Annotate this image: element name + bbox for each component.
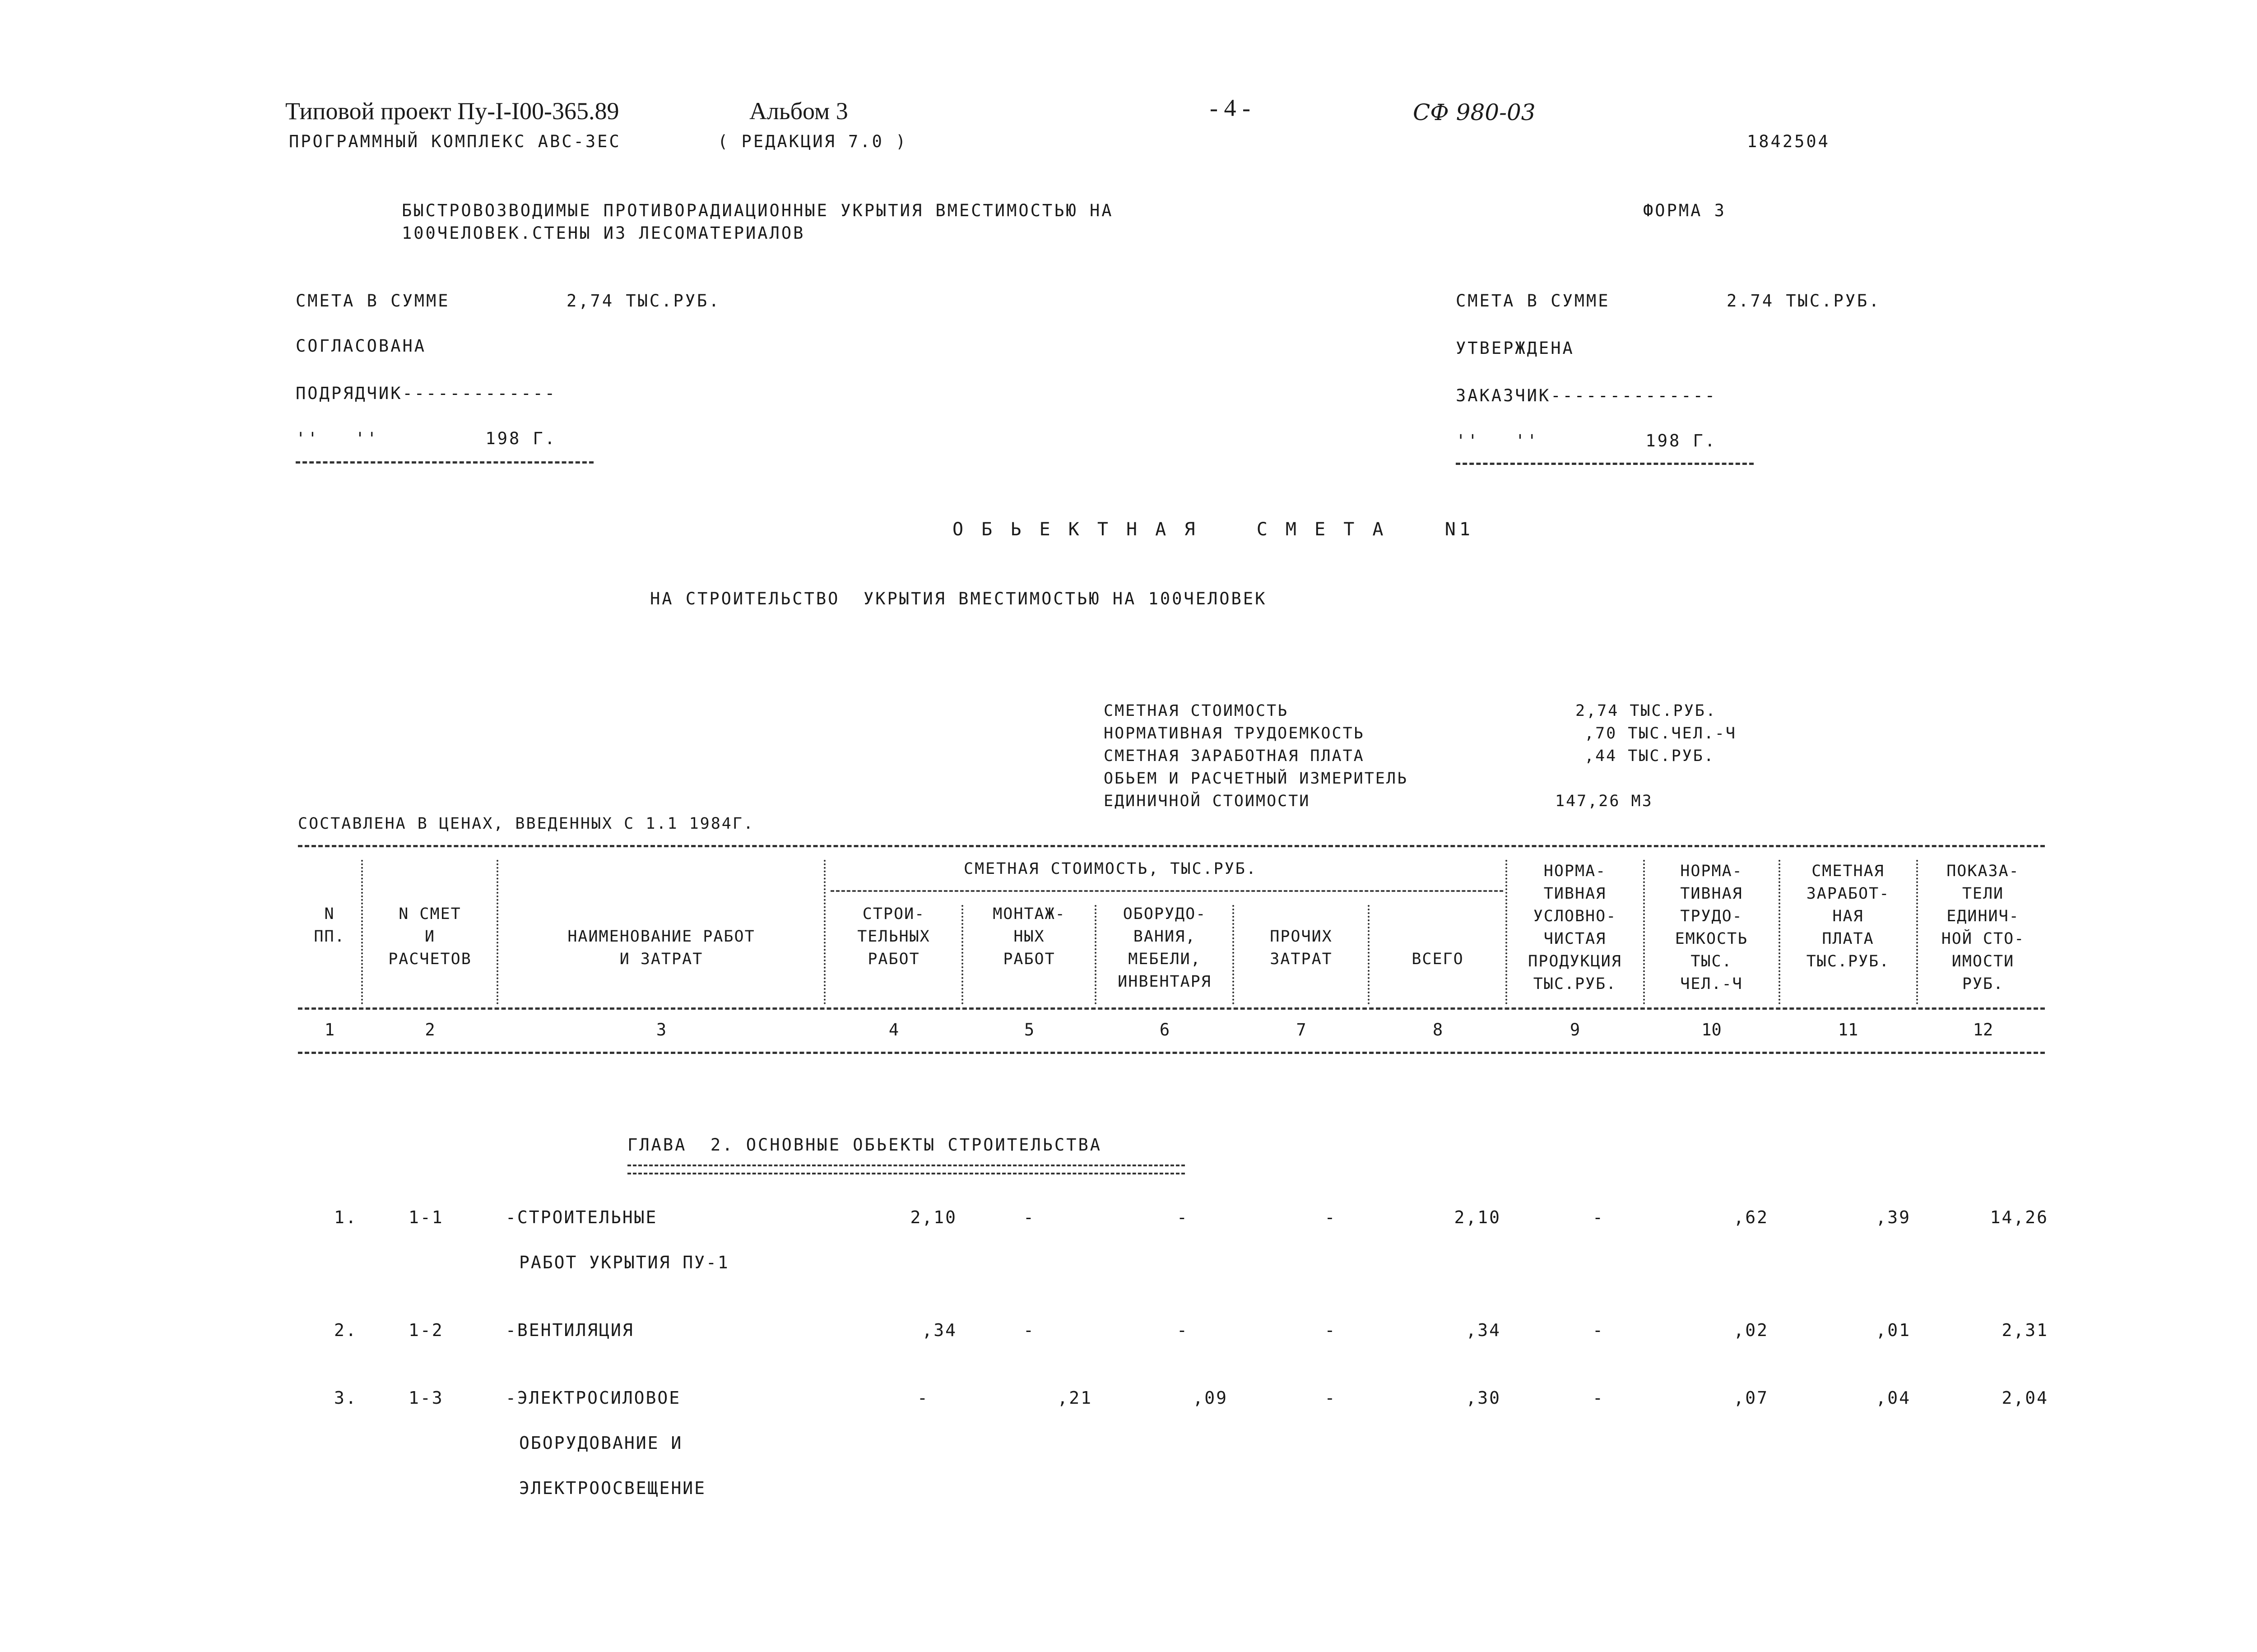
- labor-intensity: ,02: [1733, 1320, 1769, 1340]
- unit-cost-indicator: 14,26: [1990, 1207, 2048, 1227]
- summary-label: НОРМАТИВНАЯ ТРУДОЕМКОСТЬ: [1104, 724, 1365, 742]
- right-status: УТВЕРЖДЕНА: [1456, 339, 1574, 358]
- column-separator: [1232, 905, 1234, 1004]
- form-label: ФОРМА 3: [1643, 201, 1726, 220]
- right-party: ЗАКАЗЧИК--------------: [1456, 386, 1717, 405]
- wages: ,04: [1876, 1388, 1911, 1408]
- other-cost: -: [1324, 1388, 1337, 1408]
- header-bottom-rule: [298, 1007, 2045, 1010]
- column-number: 4: [888, 1020, 899, 1039]
- column-separator: [497, 860, 498, 1004]
- column-header: НАИМЕНОВАНИЕ РАБОТ И ЗАТРАТ: [567, 928, 755, 968]
- software-name: ПРОГРАММНЫЙ КОМПЛЕКС АВС-3ЕС: [289, 132, 621, 151]
- column-header: НОРМА- ТИВНАЯ ТРУДО- ЕМКОСТЬ ТЫС. ЧЕЛ.-Ч: [1675, 862, 1748, 993]
- column-header: МОНТАЖ- НЫХ РАБОТ: [993, 905, 1066, 968]
- construction-cost: -: [917, 1388, 929, 1408]
- installation-cost: ,21: [1057, 1388, 1092, 1408]
- right-date: '' '' 198 Г.: [1456, 431, 1717, 450]
- net-production: -: [1593, 1320, 1604, 1340]
- row-estimate-ref: 1-3: [409, 1388, 444, 1408]
- column-header: НОРМА- ТИВНАЯ УСЛОВНО- ЧИСТАЯ ПРОДУКЦИЯ ТЫС.РУБ.: [1528, 862, 1622, 993]
- summary-value: 2,74 ТЫС.РУБ.: [1575, 702, 1717, 720]
- left-sum-value: 2,74 ТЫС.РУБ.: [567, 291, 721, 311]
- unit-cost-indicator: 2,31: [2002, 1320, 2048, 1340]
- row-name-line: РАБОТ УКРЫТИЯ ПУ-1: [519, 1253, 729, 1272]
- right-signature-line: [1456, 463, 1754, 465]
- column-separator: [1368, 905, 1370, 1004]
- subject-line-2: 100ЧЕЛОВЕК.СТЕНЫ ИЗ ЛЕСОМАТЕРИАЛОВ: [402, 223, 805, 243]
- column-header: СМЕТНАЯ ЗАРАБОТ- НАЯ ПЛАТА ТЫС.РУБ.: [1806, 862, 1890, 970]
- column-header: ПОКАЗА- ТЕЛИ ЕДИНИЧ- НОЙ СТО- ИМОСТИ РУБ.: [1941, 862, 2025, 993]
- cost-group-header: СМЕТНАЯ СТОИМОСТЬ, ТЫС.РУБ.: [964, 860, 1257, 878]
- column-number: 1: [324, 1020, 335, 1039]
- wages: ,01: [1876, 1320, 1911, 1340]
- labor-intensity: ,62: [1733, 1207, 1769, 1227]
- total-cost: ,34: [1466, 1320, 1501, 1340]
- right-sum-value: 2.74 ТЫС.РУБ.: [1727, 291, 1881, 311]
- column-number: 6: [1159, 1020, 1170, 1039]
- column-number: 9: [1570, 1020, 1580, 1039]
- table-top-rule: [298, 845, 2045, 847]
- numbers-bottom-rule: [298, 1052, 2045, 1054]
- left-signature-line: [296, 461, 594, 464]
- column-number: 2: [425, 1020, 435, 1039]
- summary-value: 147,26 М3: [1555, 792, 1653, 810]
- construction-cost: 2,10: [910, 1207, 957, 1227]
- prices-note: СОСТАВЛЕНА В ЦЕНАХ, ВВЕДЕННЫХ С 1.1 1984Г.: [298, 815, 755, 833]
- equipment-cost: -: [1177, 1207, 1189, 1227]
- unit-cost-indicator: 2,04: [2002, 1388, 2048, 1408]
- row-number: 2.: [334, 1320, 358, 1340]
- other-cost: -: [1324, 1320, 1337, 1340]
- summary-value: ,70 ТЫС.ЧЕЛ.-Ч: [1584, 724, 1737, 742]
- summary-label: ОБЬЕМ И РАСЧЕТНЫЙ ИЗМЕРИТЕЛЬ: [1104, 770, 1408, 788]
- other-cost: -: [1324, 1207, 1337, 1227]
- net-production: -: [1593, 1388, 1604, 1408]
- page-number: - 4 -: [1210, 94, 1250, 121]
- left-party: ПОДРЯДЧИК-------------: [296, 384, 557, 403]
- album-label: Альбом 3: [749, 97, 848, 125]
- column-number: 3: [656, 1020, 667, 1039]
- column-header: СТРОИ- ТЕЛЬНЫХ РАБОТ: [857, 905, 930, 968]
- equipment-cost: -: [1177, 1320, 1189, 1340]
- column-number: 10: [1701, 1020, 1722, 1039]
- left-date: '' '' 198 Г.: [296, 429, 557, 448]
- column-number: 11: [1838, 1020, 1858, 1039]
- cost-group-rule: [831, 890, 1503, 892]
- row-name-line: ЭЛЕКТРООСВЕЩЕНИЕ: [519, 1478, 706, 1498]
- subject-line-1: БЫСТРОВОЗВОДИМЫЕ ПРОТИВОРАДИАЦИОННЫЕ УКРЫТИЯ ВМЕСТИМОСТЬЮ НА: [402, 201, 1114, 220]
- column-number: 12: [1973, 1020, 1993, 1039]
- row-name-line: -ЭЛЕКТРОСИЛОВОЕ: [506, 1388, 681, 1408]
- row-number: 1.: [334, 1207, 358, 1227]
- row-number: 3.: [334, 1388, 358, 1408]
- column-header: ВСЕГО: [1412, 950, 1464, 968]
- installation-cost: -: [1023, 1320, 1035, 1340]
- column-number: 7: [1296, 1020, 1306, 1039]
- row-name-line: -СТРОИТЕЛЬНЫЕ: [506, 1207, 658, 1227]
- column-separator: [1095, 905, 1096, 1004]
- summary-label: СМЕТНАЯ СТОИМОСТЬ: [1104, 702, 1289, 720]
- labor-intensity: ,07: [1733, 1388, 1769, 1408]
- column-header: ПРОЧИХ ЗАТРАТ: [1270, 928, 1333, 968]
- row-name-line: ОБОРУДОВАНИЕ И: [519, 1433, 683, 1453]
- equipment-cost: ,09: [1193, 1388, 1228, 1408]
- net-production: -: [1593, 1207, 1604, 1227]
- wages: ,39: [1876, 1207, 1911, 1227]
- left-status: СОГЛАСОВАНА: [296, 336, 427, 356]
- project-title: Типовой проект Пу-I-I00-365.89: [285, 97, 619, 125]
- total-cost: ,30: [1466, 1388, 1501, 1408]
- document-number: 1842504: [1747, 132, 1830, 151]
- column-header: N СМЕТ И РАСЧЕТОВ: [388, 905, 472, 968]
- document-subtitle: НА СТРОИТЕЛЬСТВО УКРЫТИЯ ВМЕСТИМОСТЬЮ НА 100ЧЕЛОВЕК: [650, 589, 1267, 608]
- chapter-underline: [627, 1165, 1185, 1174]
- column-number: 8: [1432, 1020, 1443, 1039]
- row-estimate-ref: 1-2: [409, 1320, 444, 1340]
- edition-label: ( РЕДАКЦИЯ 7.0 ): [718, 132, 908, 151]
- handwritten-code: СФ 980-03: [1413, 99, 1536, 125]
- chapter-title: ГЛАВА 2. ОСНОВНЫЕ ОБЬЕКТЫ СТРОИТЕЛЬСТВА: [627, 1135, 1102, 1155]
- left-sum-label: СМЕТА В СУММЕ: [296, 291, 450, 311]
- column-separator: [361, 860, 363, 1004]
- right-sum-label: СМЕТА В СУММЕ: [1456, 291, 1610, 311]
- construction-cost: ,34: [922, 1320, 957, 1340]
- row-estimate-ref: 1-1: [409, 1207, 444, 1227]
- column-header: N ПП.: [314, 905, 345, 946]
- column-number: 5: [1024, 1020, 1035, 1039]
- summary-label: СМЕТНАЯ ЗАРАБОТНАЯ ПЛАТА: [1104, 747, 1365, 765]
- column-header: ОБОРУДО- ВАНИЯ, МЕБЕЛИ, ИНВЕНТАРЯ: [1118, 905, 1212, 991]
- installation-cost: -: [1023, 1207, 1035, 1227]
- column-separator: [961, 905, 963, 1004]
- total-cost: 2,10: [1454, 1207, 1501, 1227]
- document-title: О Б Ь Е К Т Н А Я С М Е Т А N1: [952, 519, 1474, 540]
- row-name-line: -ВЕНТИЛЯЦИЯ: [506, 1320, 634, 1340]
- summary-value: ,44 ТЫС.РУБ.: [1584, 747, 1715, 765]
- column-separator: [824, 860, 826, 1004]
- summary-label: ЕДИНИЧНОЙ СТОИМОСТИ: [1104, 792, 1310, 810]
